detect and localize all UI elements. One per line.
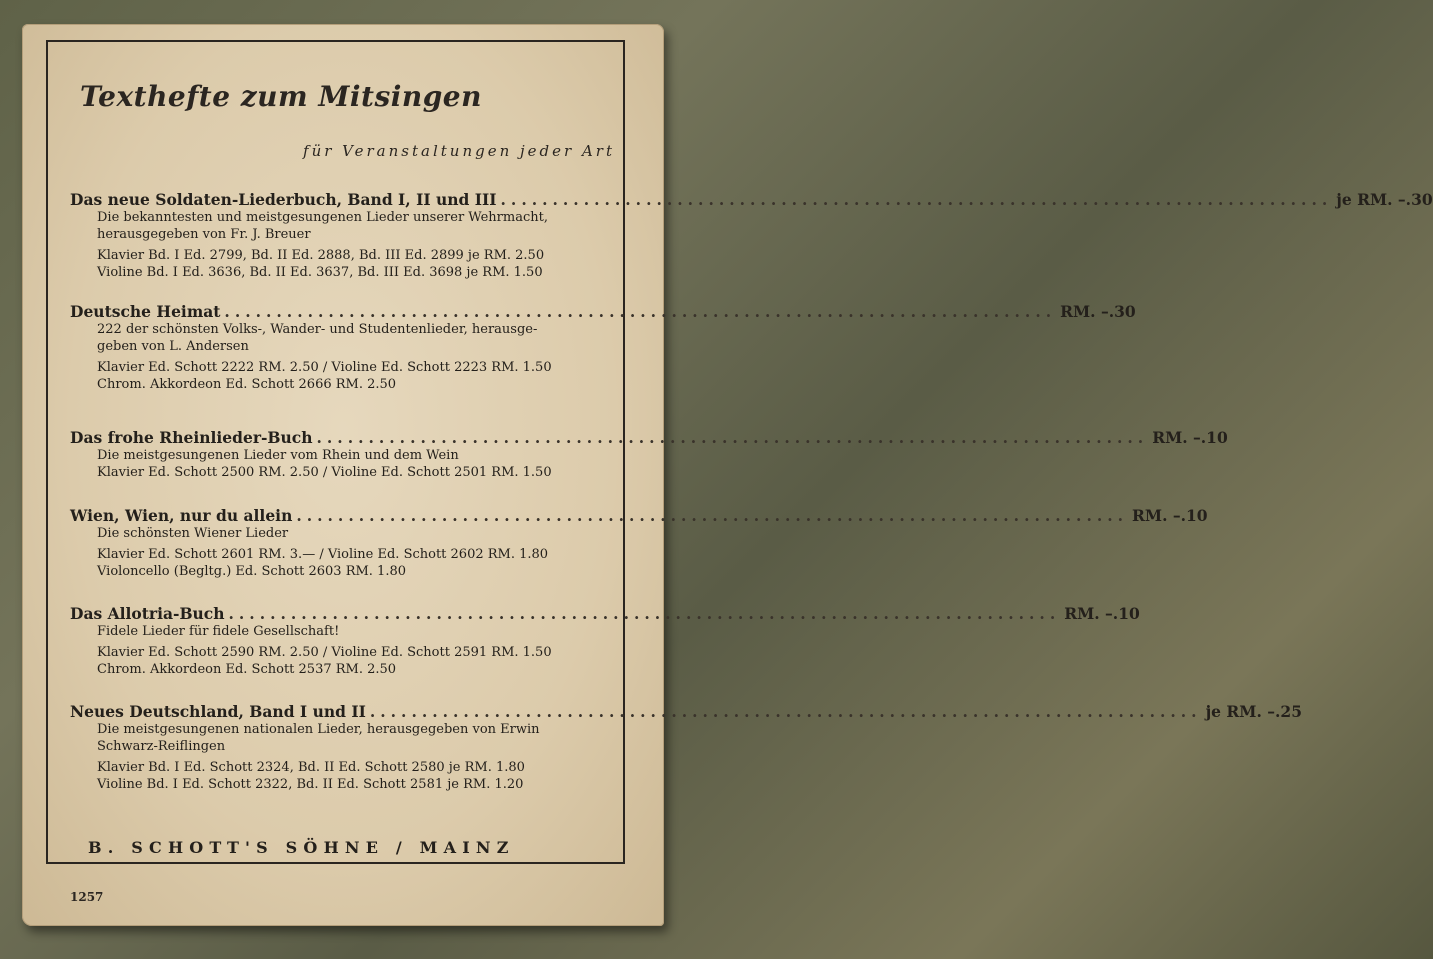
entry-description: herausgegeben von Fr. J. Breuer — [97, 227, 311, 242]
dot-leader: ................................................................................ — [224, 302, 1057, 321]
entry-title: Wien, Wien, nur du allein — [70, 506, 293, 525]
page-number: 1257 — [70, 890, 104, 904]
publisher-imprint: B. SCHOTT'S SÖHNE / MAINZ — [88, 838, 515, 857]
entry-edition: Chrom. Akkordeon Ed. Schott 2537 RM. 2.50 — [97, 662, 397, 677]
entry-title: Deutsche Heimat — [70, 302, 221, 321]
entry-edition: Violoncello (Begltg.) Ed. Schott 2603 RM. 1.80 — [97, 564, 406, 579]
entry-heading — [70, 702, 1302, 721]
catalog-entry-wien-wien — [70, 506, 1208, 580]
catalog-entry-deutsche-heimat — [70, 302, 1136, 393]
entry-title: Das Allotria-Buch — [70, 604, 225, 623]
entry-edition: Klavier Ed. Schott 2222 RM. 2.50 / Violine Ed. Schott 2223 RM. 1.50 — [97, 360, 552, 375]
catalog-entry-rheinlieder-buch — [70, 428, 1228, 481]
entry-description: geben von L. Andersen — [97, 339, 249, 354]
entry-description: Schwarz-Reiflingen — [97, 739, 226, 754]
entry-heading — [70, 428, 1228, 447]
entry-description: Die schönsten Wiener Lieder — [97, 526, 289, 541]
entry-edition: Klavier Ed. Schott 2590 RM. 2.50 / Violine Ed. Schott 2591 RM. 1.50 — [97, 645, 552, 660]
entry-description: Fidele Lieder für fidele Gesellschaft! — [97, 624, 340, 639]
entry-edition: Klavier Ed. Schott 2601 RM. 3.— / Violine Ed. Schott 2602 RM. 1.80 — [97, 547, 549, 562]
entry-title: Das frohe Rheinlieder-Buch — [70, 428, 313, 447]
entry-edition: Chrom. Akkordeon Ed. Schott 2666 RM. 2.50 — [97, 377, 397, 392]
dot-leader: ................................................................................ — [316, 428, 1149, 447]
entry-price: RM. –.10 — [1132, 506, 1208, 525]
page-subtitle: für Veranstaltungen jeder Art — [303, 142, 615, 160]
catalog-entry-allotria-buch — [70, 604, 1140, 678]
entry-price: RM. –.10 — [1064, 604, 1140, 623]
entry-heading — [70, 604, 1140, 623]
entry-heading — [70, 506, 1208, 525]
entry-price: RM. –.10 — [1152, 428, 1228, 447]
entry-description: 222 der schönsten Volks-, Wander- und Studentenlieder, herausge- — [97, 322, 538, 337]
dot-leader: ................................................................................ — [369, 702, 1202, 721]
entry-price: RM. –.30 — [1060, 302, 1136, 321]
entry-description: Die meistgesungenen nationalen Lieder, herausgegeben von Erwin — [97, 722, 540, 737]
entry-edition: Violine Bd. I Ed. 3636, Bd. II Ed. 3637, Bd. III Ed. 3698 je RM. 1.50 — [97, 265, 543, 280]
entry-price: je RM. –.25 — [1205, 702, 1302, 721]
entry-title: Neues Deutschland, Band I und II — [70, 702, 366, 721]
entry-heading — [70, 302, 1136, 321]
dot-leader: ................................................................................ — [500, 190, 1333, 209]
entry-edition: Violine Bd. I Ed. Schott 2322, Bd. II Ed. Schott 2581 je RM. 1.20 — [97, 777, 524, 792]
page-title: Texthefte zum Mitsingen — [80, 80, 482, 113]
entry-edition: Klavier Ed. Schott 2500 RM. 2.50 / Violine Ed. Schott 2501 RM. 1.50 — [97, 465, 552, 480]
entry-description: Die meistgesungenen Lieder vom Rhein und dem Wein — [97, 448, 459, 463]
entry-title: Das neue Soldaten-Liederbuch, Band I, II und III — [70, 190, 497, 209]
dot-leader: ................................................................................ — [296, 506, 1129, 525]
entry-edition: Klavier Bd. I Ed. 2799, Bd. II Ed. 2888, Bd. III Ed. 2899 je RM. 2.50 — [97, 248, 545, 263]
entry-description: Die bekanntesten und meistgesungenen Lieder unserer Wehrmacht, — [97, 210, 548, 225]
catalog-entry-soldaten-liederbuch — [70, 190, 1433, 281]
entry-heading — [70, 190, 1433, 209]
entry-price: je RM. –.30 — [1336, 190, 1433, 209]
catalog-entry-neues-deutschland — [70, 702, 1302, 793]
entry-edition: Klavier Bd. I Ed. Schott 2324, Bd. II Ed. Schott 2580 je RM. 1.80 — [97, 760, 525, 775]
dot-leader: ................................................................................ — [228, 604, 1061, 623]
